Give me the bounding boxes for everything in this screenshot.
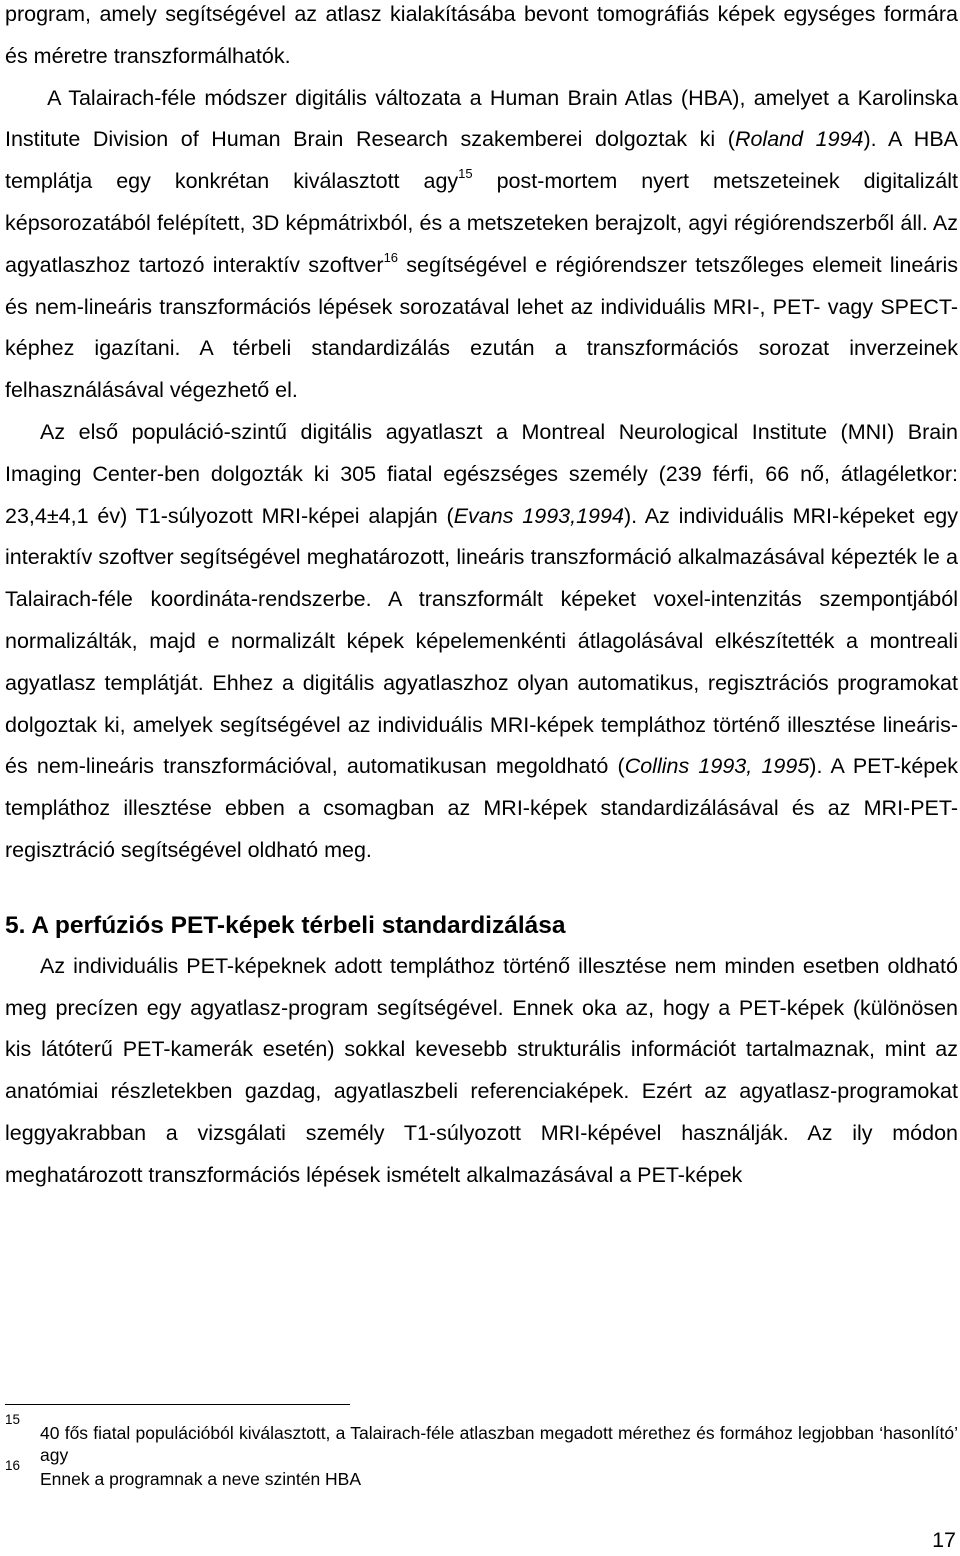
paragraph-text: segítségével e régiórendszer tetszőleges elemeit lineáris és nem-lineáris transzformációs lépések sorozatával lehet az individuális MRI-, PET- vagy SPECT-képhez igazítani. A térbeli standardizálás ezután a transzformációs sorozat inverzeinek felhasználásával végezhető el. — [5, 252, 958, 403]
footnote-mark: 15 — [5, 1412, 21, 1427]
footnote-text: Ennek a programnak a neve szintén HBA — [40, 1469, 362, 1489]
footnote-15 — [5, 1412, 958, 1466]
citation: Evans 1993,1994 — [453, 503, 624, 528]
citation: Collins 1993, 1995 — [624, 754, 810, 779]
paragraph-text: Az individuális PET-képeknek adott templáthoz történő illesztése nem minden esetben oldható meg precízen egy agyatlasz-program segítségével. Ennek oka az, hogy a PET-képek (különösen kis látóterű PET-kamerák esetén) sokkal kevesebb strukturális információt tartalmaznak, mint az anatómiai részletekben gazdag, agyatlaszbeli referenciaképek. Ezért az agyatlasz-programokat leggyakrabban a vizsgálati személy T1-súlyozott MRI-képével használják. Az ily módon meghatározott transzformációs lépések ismételt alkalmazásával a PET-képek — [5, 953, 958, 1187]
paragraph-talairach-hba — [5, 0, 958, 412]
paragraph-text: post-mortem nyert metszeteinek digitalizált képsorozatából felépített, 3D képmátrixból, és a metszeteken berajzolt, agyi régiórendszerből áll. Az agyatlaszhoz tartozó interaktív szoftver — [5, 169, 958, 277]
paragraph-text: Az első populáció-szintű digitális agyatlaszt a Montreal Neurological Institute (MNI) Brain Imaging Center-ben dolgozták ki 305 fiatal egészséges személy (239 férfi, 66 nő, átlagéletkor: 23,4±4,1 év) T1-súlyozott MRI-képei alapján ( — [5, 419, 958, 528]
paragraph-pet-standardization — [5, 946, 958, 1197]
paragraph-text: ). A PET-képek templáthoz illesztése ebben a csomagban az MRI-képek standardizálásával és az MRI-PET-regisztráció segítségével oldható meg. — [5, 754, 958, 862]
paragraph-mni-atlas — [5, 412, 958, 872]
paragraph-text: ). A HBA templátja egy konkrétan kiválasztott agy — [5, 127, 959, 194]
page-body — [5, 0, 958, 1197]
footnote-text: 40 fős fiatal populációból kiválasztott, a Talairach-féle atlaszban megadott mérethez és formához legjobban ‘hasonlító’ agy — [40, 1423, 958, 1465]
paragraph-text: program, amely segítségével az atlasz kialakításába bevont tomográfiás képek egységes formára és méretre transzformálhatók. — [5, 2, 958, 68]
footnote-ref-16[interactable]: 16 — [383, 249, 399, 265]
footnotes — [5, 1412, 958, 1490]
paragraph-text: A Talairach-féle módszer digitális változata a Human Brain Atlas (HBA), amelyet a Karolinska Institute Division of Human Brain Research szakemberei dolgoztak ki ( — [5, 85, 958, 152]
footnote-mark: 16 — [5, 1458, 21, 1473]
page-number: 17 — [932, 1528, 956, 1552]
section-heading: 5. A perfúziós PET-képek térbeli standardizálása — [5, 911, 566, 939]
footnote-16 — [5, 1458, 958, 1490]
footnote-ref-15[interactable]: 15 — [458, 166, 473, 182]
citation: Roland 1994 — [734, 127, 864, 152]
paragraph-text: ). Az individuális MRI-képeket egy interaktív szoftver segítségével meghatározott, lineáris transzformáció alkalmazásával képezték le a Talairach-féle koordináta-rendszerbe. A transzformált képeket voxel-intenzitás szempontjából normalizálták, majd e normalizált képek képelemenkénti átlagolásával elkészítették a montreali agyatlasz templátját. Ehhez a digitális agyatlaszhoz olyan automatikus, regisztrációs programokat dolgoztak ki, amelyek segítségével az individuális MRI-képek templáthoz történő illesztése lineáris- és nem-lineáris transzformációval, automatikusan megoldható ( — [5, 503, 958, 779]
footnote-separator — [5, 1404, 350, 1405]
